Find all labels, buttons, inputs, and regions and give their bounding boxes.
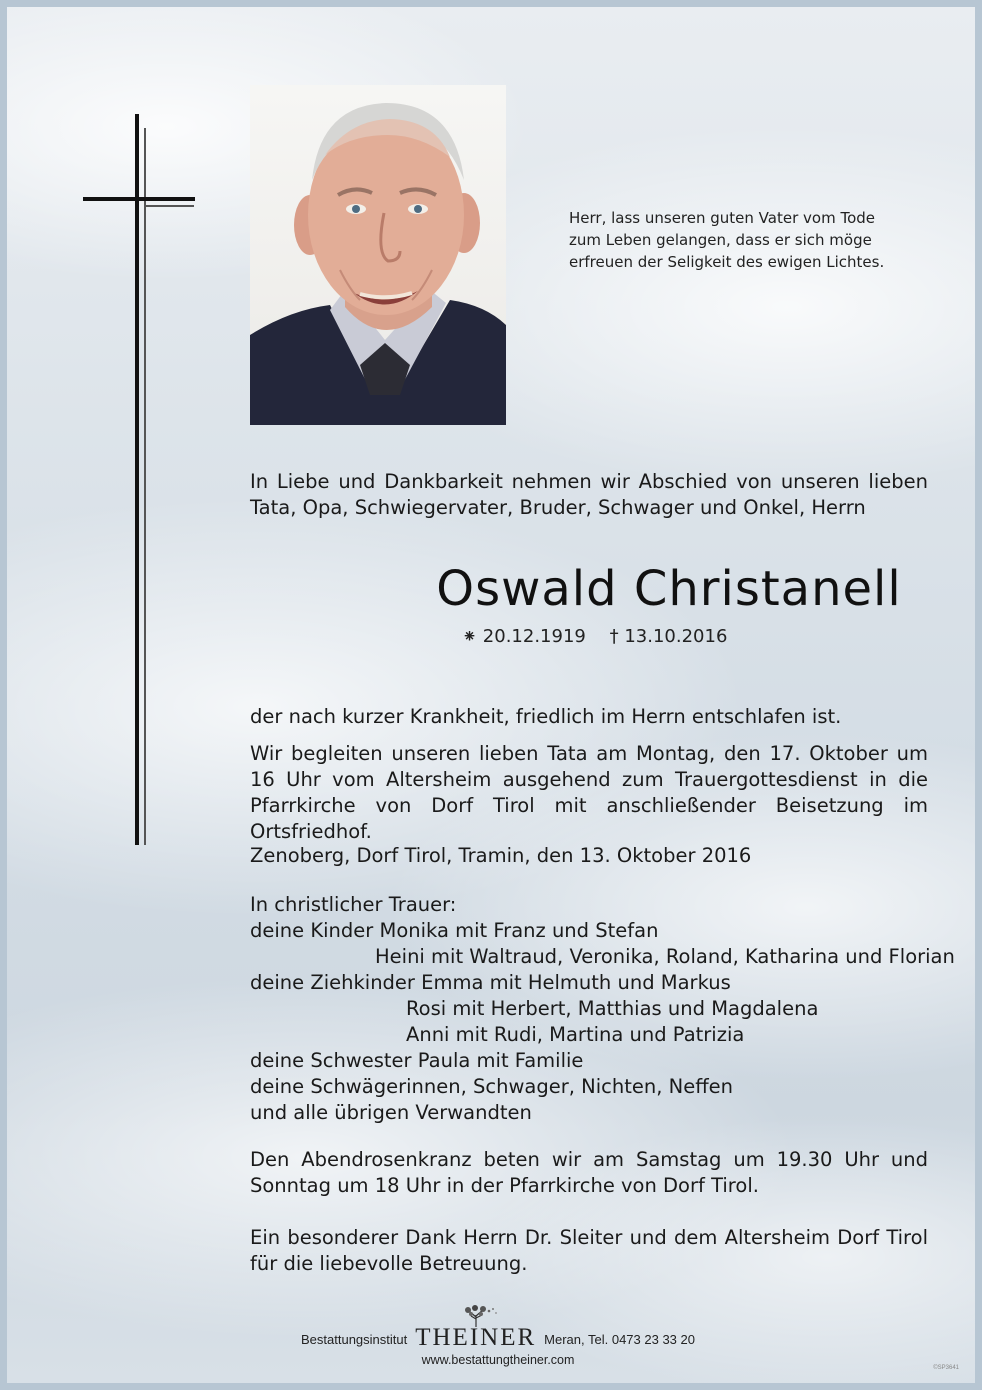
- paragraph-thanks: Ein besonderer Dank Herrn Dr. Sleiter und dem Altersheim Dorf Tirol für die liebevolle Betreuung.: [250, 1226, 928, 1275]
- death-date: † 13.10.2016: [609, 626, 728, 647]
- footer-brand-text: THEINER: [415, 1324, 537, 1351]
- cross-horizontal-beam: [83, 197, 195, 201]
- footer-contact: Meran, Tel. 0473 23 33 20: [544, 1332, 695, 1347]
- mourners-heading: In christlicher Trauer:: [250, 893, 457, 916]
- footer-prefix: Bestattungsinstitut: [301, 1332, 408, 1347]
- paragraph-rosary: Den Abendrosenkranz beten wir am Samstag um 19.30 Uhr und Sonntag um 18 Uhr in der Pfarrkirche von Dorf Tirol.: [250, 1148, 928, 1197]
- list-item: deine Ziehkinder Emma mit Helmuth und Markus: [250, 971, 731, 994]
- list-item: Rosi mit Herbert, Matthias und Magdalena: [406, 997, 819, 1020]
- list-item: und alle übrigen Verwandten: [250, 1101, 532, 1124]
- footer-website-link[interactable]: www.bestattungtheiner.com: [421, 1353, 575, 1367]
- birth-date: ⁕ 20.12.1919: [462, 626, 586, 647]
- cross-vertical-beam: [135, 114, 139, 845]
- cross-horizontal-shadow: [144, 205, 194, 207]
- list-item: deine Kinder Monika mit Franz und Stefan: [250, 919, 659, 942]
- list-item: Heini mit Waltraud, Veronika, Roland, Katharina und Florian: [375, 945, 955, 968]
- bible-quote: Herr, lass unseren guten Vater vom Tode zum Leben gelangen, dass er sich möge erfreuen der Seligkeit des ewigen Lichtes.: [569, 209, 885, 271]
- list-item: Anni mit Rudi, Martina und Patrizia: [406, 1023, 745, 1046]
- life-dates: [462, 624, 745, 650]
- list-item: deine Schwägerinnen, Schwager, Nichten, Neffen: [250, 1075, 733, 1098]
- deceased-name: Oswald Christanell: [436, 561, 902, 617]
- portrait-photo: [250, 85, 506, 425]
- tree-logo-icon: [451, 1305, 501, 1327]
- cross-vertical-shadow: [144, 128, 146, 845]
- paragraph-funeral: Wir begleiten unseren lieben Tata am Montag, den 17. Oktober um 16 Uhr vom Altersheim ausgehend zum Trauergottesdienst in die Pfarrkirche von Dorf Tirol mit anschließender Beisetzung im Ortsfriedhof.: [250, 742, 928, 843]
- intro-text: In Liebe und Dankbarkeit nehmen wir Abschied von unseren lieben Tata, Opa, Schwiegervater, Bruder, Schwager und Onkel, Herrn: [250, 470, 928, 519]
- list-item: deine Schwester Paula mit Familie: [250, 1049, 584, 1072]
- paragraph-passing: der nach kurzer Krankheit, friedlich im Herrn entschlafen ist.: [250, 705, 842, 728]
- place-and-date: Zenoberg, Dorf Tirol, Tramin, den 13. Oktober 2016: [250, 844, 752, 867]
- funeral-home-footer: [7, 1325, 982, 1368]
- mourners-list: [250, 892, 955, 1126]
- print-code: ©SP3641: [933, 1365, 959, 1371]
- footer-brand: [415, 1325, 536, 1351]
